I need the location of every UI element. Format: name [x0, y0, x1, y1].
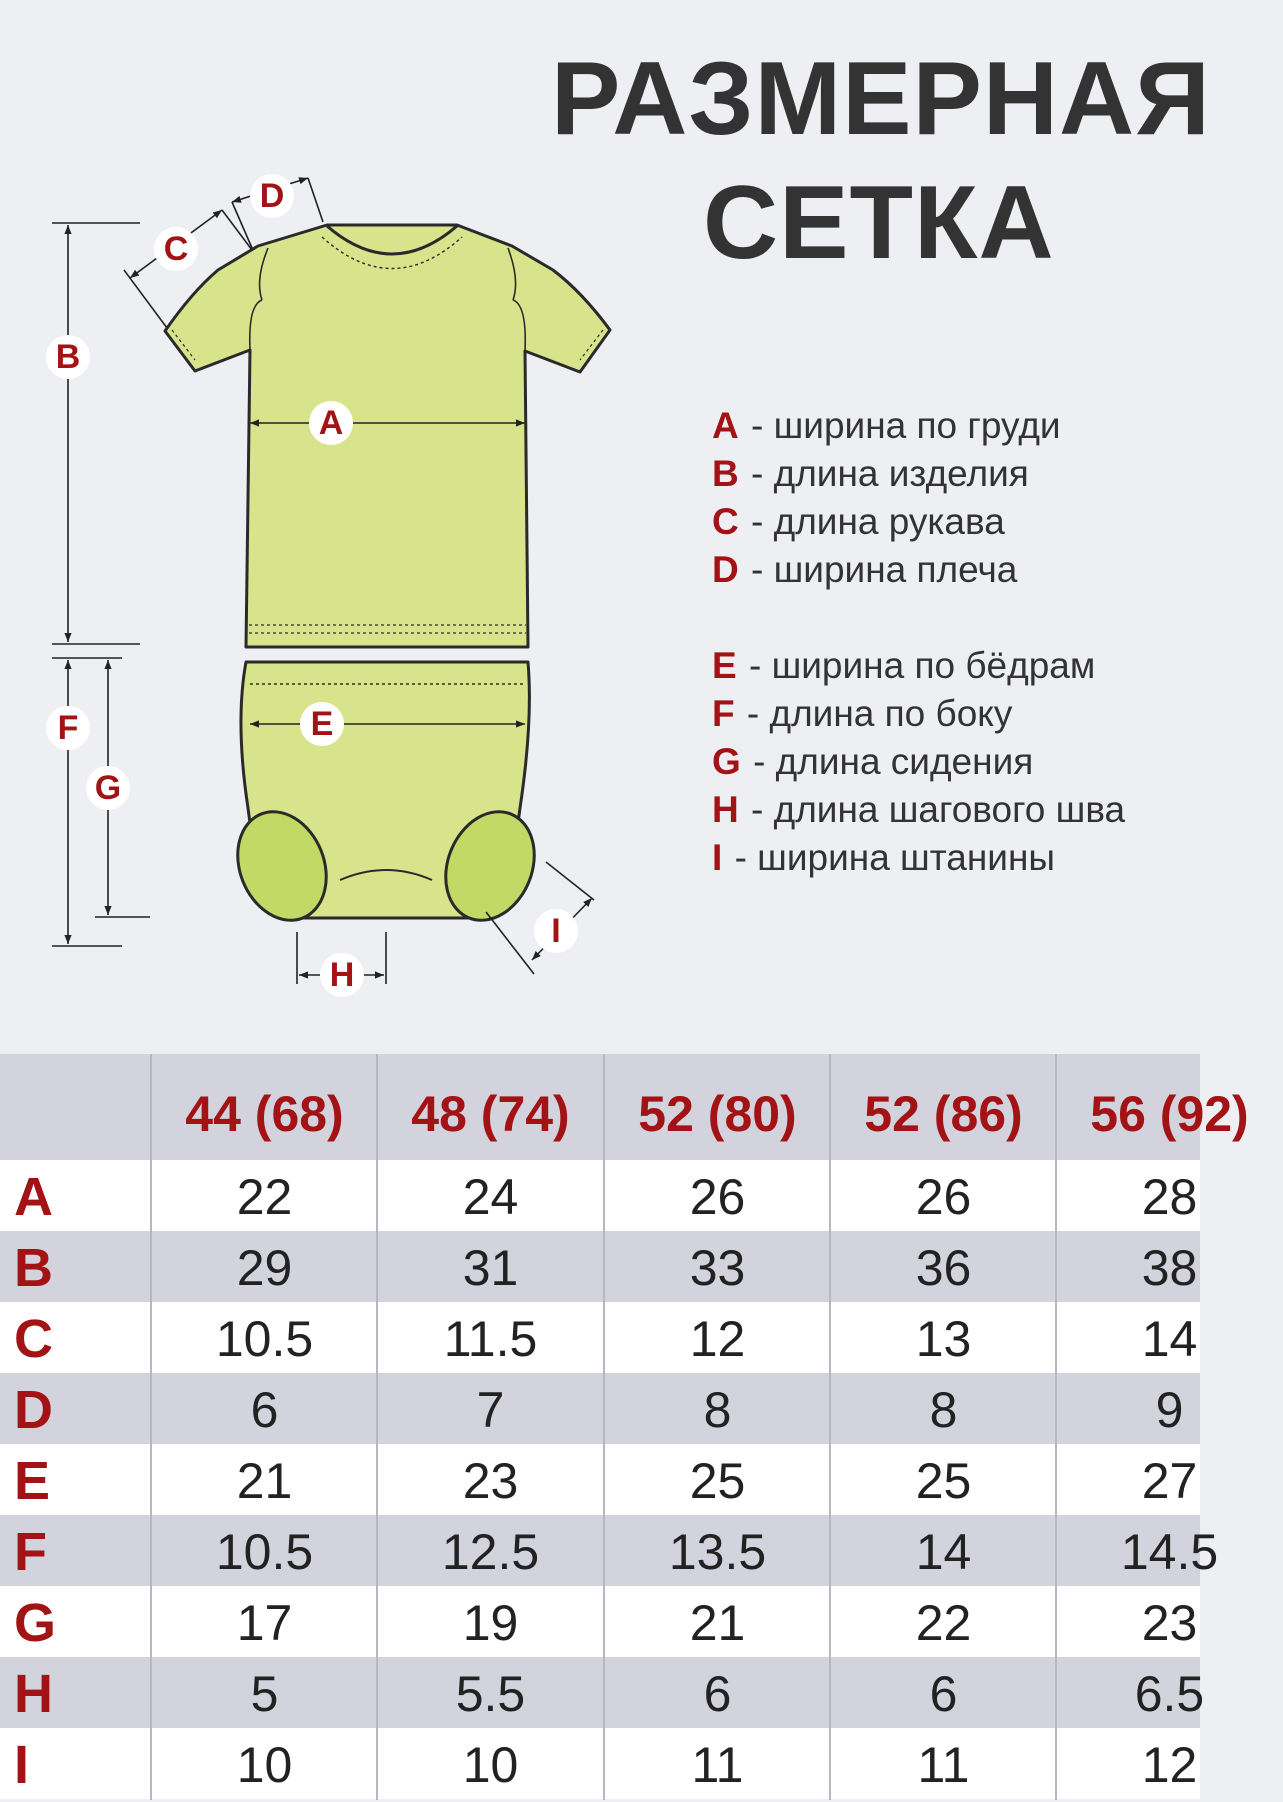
row-label: G	[14, 1593, 57, 1653]
marker-H	[320, 953, 364, 997]
table-cell: 8	[703, 1382, 732, 1438]
table-cell: 10	[462, 1737, 519, 1793]
row-label: D	[14, 1380, 53, 1440]
table-header-cell: 48 (74)	[411, 1086, 570, 1142]
legend-description: - ширина по груди	[751, 405, 1061, 446]
legend-item-H	[712, 786, 1192, 834]
table-cell: 6	[250, 1382, 279, 1438]
table-cell: 14.5	[1120, 1524, 1219, 1580]
size-table	[0, 1054, 1249, 1800]
row-label: E	[14, 1451, 51, 1511]
table-header-cell: 56 (92)	[1090, 1086, 1249, 1142]
table-cell: 19	[462, 1595, 519, 1651]
table-cell: 5	[250, 1666, 279, 1722]
table-cell: 26	[915, 1169, 972, 1225]
legend-item-E	[712, 642, 1192, 690]
table-cell: 36	[915, 1240, 972, 1296]
marker-A	[309, 401, 353, 445]
marker-D	[250, 174, 294, 218]
legend-item-F	[712, 690, 1192, 738]
table-cell: 23	[462, 1453, 519, 1509]
legend-item-D	[712, 546, 1192, 594]
column-divider	[150, 1054, 152, 1800]
table-row	[0, 1657, 1205, 1728]
table-cell: 21	[236, 1453, 293, 1509]
svg-text:A: A	[318, 404, 344, 442]
table-cell: 27	[1141, 1453, 1198, 1509]
table-cell: 38	[1141, 1240, 1198, 1296]
column-divider	[1055, 1054, 1057, 1800]
table-cell: 29	[236, 1240, 293, 1296]
table-row	[0, 1586, 1200, 1657]
table-row	[0, 1444, 1200, 1515]
row-label: C	[14, 1309, 53, 1369]
tshirt-icon	[165, 225, 610, 647]
svg-text:C: C	[163, 230, 189, 268]
table-cell: 11	[917, 1737, 970, 1793]
table-row	[0, 1231, 1200, 1302]
table-cell: 10	[236, 1737, 293, 1793]
legend-description: - длина изделия	[751, 453, 1029, 494]
table-cell: 22	[915, 1595, 972, 1651]
legend-letter: B	[712, 453, 739, 494]
table-cell: 23	[1141, 1595, 1198, 1651]
legend-letter: C	[712, 501, 739, 542]
table-cell: 11	[691, 1737, 744, 1793]
svg-text:H: H	[329, 956, 355, 994]
table-row	[0, 1160, 1200, 1231]
legend-letter: A	[712, 405, 739, 446]
table-cell: 26	[689, 1169, 746, 1225]
table-row	[0, 1302, 1200, 1373]
table-cell: 12.5	[441, 1524, 540, 1580]
legend-item-B	[712, 450, 1192, 498]
table-cell: 24	[462, 1169, 519, 1225]
table-cell: 12	[689, 1311, 746, 1367]
marker-G	[86, 766, 130, 810]
table-cell: 25	[915, 1453, 972, 1509]
table-row	[0, 1515, 1219, 1586]
table-header-row	[0, 1054, 1249, 1160]
legend-letter: G	[712, 741, 741, 782]
shorts-icon	[222, 662, 550, 934]
legend-letter: D	[712, 549, 739, 590]
table-cell: 17	[236, 1595, 293, 1651]
column-divider	[376, 1054, 378, 1800]
table-row	[0, 1373, 1200, 1444]
table-cell: 6.5	[1134, 1666, 1205, 1722]
legend-item-C	[712, 498, 1192, 546]
marker-F	[46, 706, 90, 750]
row-label: I	[14, 1735, 30, 1795]
page-title-line1: РАЗМЕРНАЯ	[551, 41, 1211, 157]
legend-letter: E	[712, 645, 737, 686]
table-cell: 11.5	[443, 1311, 538, 1367]
table-cell: 22	[236, 1169, 293, 1225]
legend-description: - длина по боку	[746, 693, 1013, 734]
table-cell: 31	[462, 1240, 519, 1296]
row-label: H	[14, 1664, 53, 1724]
table-cell: 13.5	[668, 1524, 767, 1580]
legend-description: - длина сидения	[753, 741, 1034, 782]
legend-item-I	[712, 834, 1192, 882]
legend-description: - ширина по бёдрам	[748, 645, 1096, 686]
table-header-cell: 44 (68)	[185, 1086, 344, 1142]
table-row	[0, 1728, 1200, 1799]
svg-text:E: E	[310, 705, 334, 743]
legend-letter: I	[712, 837, 723, 878]
table-header-cell: 52 (86)	[864, 1086, 1023, 1142]
legend-description: - длина рукава	[751, 501, 1005, 542]
page-title-line2: СЕТКА	[703, 165, 1055, 281]
table-cell: 21	[689, 1595, 746, 1651]
svg-text:F: F	[57, 709, 79, 747]
table-cell: 6	[703, 1666, 732, 1722]
table-header-cell: 52 (80)	[638, 1086, 797, 1142]
legend-letter: H	[712, 789, 739, 830]
legend-item-A	[712, 402, 1192, 450]
svg-text:D: D	[259, 177, 285, 215]
row-label: F	[14, 1522, 47, 1582]
table-cell: 6	[929, 1666, 958, 1722]
legend-item-G	[712, 738, 1192, 786]
table-cell: 5.5	[455, 1666, 526, 1722]
column-divider	[829, 1054, 831, 1800]
legend-description: - ширина плеча	[751, 549, 1018, 590]
svg-text:I: I	[551, 912, 561, 950]
table-cell: 9	[1155, 1382, 1184, 1438]
svg-text:B: B	[55, 338, 81, 376]
table-cell: 33	[689, 1240, 746, 1296]
marker-I	[534, 909, 578, 953]
table-cell: 7	[476, 1382, 505, 1438]
table-cell: 10.5	[215, 1524, 314, 1580]
table-cell: 14	[1141, 1311, 1198, 1367]
row-label: A	[14, 1167, 53, 1227]
table-cell: 13	[915, 1311, 972, 1367]
tshirt-body	[165, 225, 610, 647]
marker-C	[154, 227, 198, 271]
row-label: B	[14, 1238, 53, 1298]
table-cell: 28	[1141, 1169, 1198, 1225]
table-cell: 12	[1141, 1737, 1198, 1793]
legend-description: - длина шагового шва	[751, 789, 1126, 830]
legend-description: - ширина штанины	[734, 837, 1055, 878]
marker-B	[46, 335, 90, 379]
legend-letter: F	[712, 693, 735, 734]
table-cell: 14	[915, 1524, 972, 1580]
marker-E	[300, 702, 344, 746]
svg-text:G: G	[94, 769, 122, 807]
table-cell: 8	[929, 1382, 958, 1438]
column-divider	[603, 1054, 605, 1800]
table-cell: 25	[689, 1453, 746, 1509]
table-cell: 10.5	[215, 1311, 314, 1367]
